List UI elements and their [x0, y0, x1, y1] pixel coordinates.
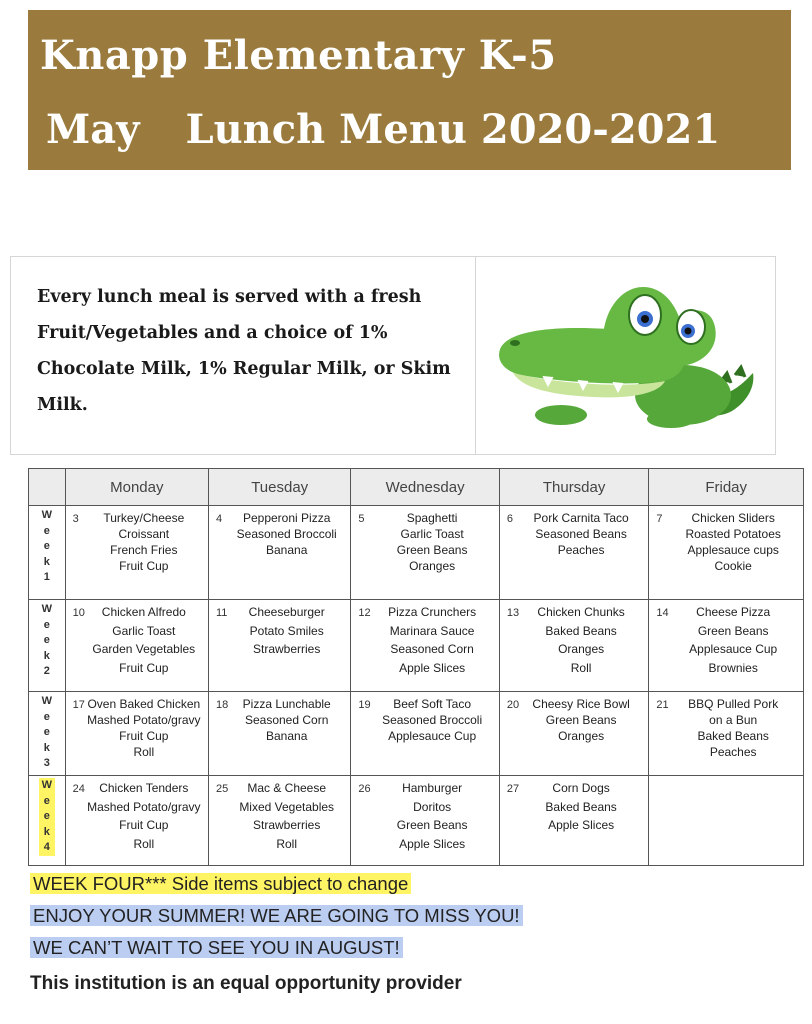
menu-item: Pizza Crunchers [388, 605, 477, 619]
week-label: W e e k 2 [29, 600, 66, 692]
school-name: Knapp Elementary K-5 [40, 32, 557, 79]
menu-item: Apple Slices [548, 818, 615, 832]
menu-cell [209, 506, 351, 600]
menu-item: Turkey/Cheese [103, 511, 185, 525]
week-row [29, 692, 804, 776]
menu-item: Roll [133, 745, 155, 759]
day-header-friday: Friday [649, 469, 804, 506]
menu-item: Oranges [558, 729, 605, 743]
menu-item: Beef Soft Taco [393, 697, 472, 711]
menu-item: Potato Smiles [249, 623, 324, 638]
day-header-wednesday: Wednesday [351, 469, 499, 506]
date-number: 10 [72, 607, 85, 619]
week-row [29, 600, 804, 692]
menu-item: Banana [266, 729, 308, 743]
date-number: 6 [506, 513, 513, 525]
menu-item: Fruit Cup [119, 729, 169, 743]
day-header-monday: Monday [65, 469, 208, 506]
menu-cell [65, 692, 208, 776]
menu-item: Roasted Potatoes [685, 527, 781, 541]
menu-item: Mashed Potato/gravy [87, 799, 201, 814]
date-number: 14 [656, 607, 669, 619]
footer-note-august: WE CAN’T WAIT TO SEE YOU IN AUGUST! [30, 935, 403, 961]
corner-cell [29, 469, 66, 506]
menu-item: Baked Beans [545, 623, 617, 638]
menu-item: Seasoned Corn [390, 642, 474, 656]
menu-item: Roll [570, 660, 592, 675]
menu-item: Pork Carnita Taco [533, 511, 629, 525]
menu-item: Garden Vegetables [92, 642, 196, 656]
alligator-mascot-icon [483, 277, 773, 437]
date-number: 5 [358, 513, 365, 525]
menu-item: Mac & Cheese [247, 781, 327, 795]
menu-item: Corn Dogs [552, 781, 610, 795]
menu-item: Doritos [413, 799, 452, 814]
footer-note-summer: ENJOY YOUR SUMMER! WE ARE GOING TO MISS YOU! [30, 903, 523, 929]
menu-item: Chicken Tenders [99, 781, 189, 795]
week-row [29, 776, 804, 866]
menu-item: Chicken Sliders [691, 511, 775, 525]
menu-item: Seasoned Broccoli [236, 527, 337, 541]
menu-item: Green Beans [697, 623, 769, 638]
header-banner [28, 10, 791, 170]
menu-cell [499, 600, 649, 692]
menu-item: Apple Slices [399, 660, 466, 675]
menu-item: Seasoned Corn [244, 713, 329, 727]
menu-cell [65, 776, 208, 866]
week-label: W e e k 1 [29, 506, 66, 600]
footer-note-week-four: WEEK FOUR*** Side items subject to change [30, 871, 411, 897]
menu-item: Garlic Toast [112, 623, 176, 638]
menu-cell [499, 692, 649, 776]
week-row [29, 506, 804, 600]
date-number: 3 [72, 513, 79, 525]
menu-item: Fruit Cup [119, 559, 169, 573]
menu-item: Strawberries [253, 642, 321, 656]
menu-item: Pepperoni Pizza [242, 511, 331, 525]
menu-cell [65, 600, 208, 692]
menu-cell [209, 692, 351, 776]
date-number: 12 [358, 607, 371, 619]
day-header-tuesday: Tuesday [209, 469, 351, 506]
menu-item: Chicken Alfredo [101, 605, 186, 619]
menu-item: Cheesy Rice Bowl [532, 697, 630, 711]
date-number: 21 [656, 699, 669, 711]
date-number: 17 [72, 699, 85, 711]
menu-item: Marinara Sauce [389, 623, 475, 638]
menu-title-text: Lunch Menu 2020-2021 [185, 106, 721, 153]
date-number: 11 [216, 607, 228, 619]
menu-cell [351, 776, 499, 866]
date-number: 13 [506, 607, 520, 619]
menu-item: Baked Beans [697, 729, 769, 743]
date-number: 7 [656, 513, 663, 525]
day-header-row [29, 469, 804, 506]
lunch-menu-table [28, 468, 804, 866]
equal-opportunity-statement: This institution is an equal opportunity provider [30, 973, 462, 994]
menu-item: Croissant [118, 527, 170, 541]
date-number: 24 [72, 783, 85, 795]
menu-item: Apple Slices [399, 836, 466, 851]
menu-item: Roll [133, 836, 155, 851]
menu-item: BBQ Pulled Pork [688, 697, 779, 711]
menu-item: Cheese Pizza [696, 605, 771, 619]
menu-cell [649, 692, 804, 776]
menu-item: Applesauce Cup [689, 642, 778, 656]
menu-item: Peaches [709, 745, 757, 759]
menu-item: Mixed Vegetables [239, 799, 335, 814]
menu-item: Hamburger [402, 781, 463, 795]
menu-item: Seasoned Beans [535, 527, 627, 541]
menu-item: Strawberries [253, 818, 321, 832]
menu-item: Applesauce cups [687, 543, 779, 557]
date-number: 18 [216, 699, 229, 711]
menu-item: Green Beans [545, 713, 617, 727]
menu-item: Applesauce Cup [388, 729, 477, 743]
menu-item: Chicken Chunks [537, 605, 625, 619]
menu-item: Oven Baked Chicken [87, 697, 201, 711]
menu-item: Roll [276, 836, 298, 851]
menu-item: on a Bun [709, 713, 758, 727]
menu-item: Mashed Potato/gravy [87, 713, 201, 727]
menu-item: Fruit Cup [119, 660, 169, 675]
menu-item: Spaghetti [406, 511, 458, 525]
menu-item: Green Beans [396, 543, 468, 557]
menu-item: Banana [266, 543, 308, 557]
menu-item: French Fries [110, 543, 178, 557]
menu-cell [209, 600, 351, 692]
week-label: W e e k 3 [29, 692, 66, 776]
menu-item: Oranges [409, 559, 456, 573]
menu-cell [649, 600, 804, 692]
milk-info-box [10, 256, 776, 455]
menu-cell [499, 506, 649, 600]
date-number: 26 [358, 783, 371, 795]
menu-item: Seasoned Broccoli [382, 713, 483, 727]
menu-item: Peaches [557, 543, 605, 557]
menu-cell [499, 776, 649, 866]
menu-item: Baked Beans [545, 799, 617, 814]
week-label: W e e k 4 [29, 776, 66, 866]
menu-cell [351, 506, 499, 600]
menu-item: Garlic Toast [400, 527, 464, 541]
date-number: 27 [506, 783, 520, 795]
menu-item: Brownies [708, 660, 758, 675]
date-number: 19 [358, 699, 371, 711]
menu-item: Oranges [558, 642, 605, 656]
menu-cell [351, 600, 499, 692]
menu-cell [649, 506, 804, 600]
milk-note: Every lunch meal is served with a fresh Fruit/Vegetables and a choice of 1% Chocolate Milk, 1% Regular Milk, or Skim Milk. [37, 287, 451, 415]
menu-cell [65, 506, 208, 600]
date-number: 25 [216, 783, 229, 795]
menu-item: Cookie [714, 559, 752, 573]
info-divider [475, 257, 476, 454]
date-number: 4 [216, 513, 223, 525]
menu-item: Cheeseburger [248, 605, 325, 619]
menu-title [46, 106, 720, 153]
menu-month: May [46, 106, 140, 153]
day-header-thursday: Thursday [499, 469, 649, 506]
menu-cell [209, 776, 351, 866]
empty-menu-cell [649, 776, 804, 866]
menu-cell [351, 692, 499, 776]
menu-item: Pizza Lunchable [242, 697, 331, 711]
date-number: 20 [506, 699, 520, 711]
menu-item: Green Beans [396, 818, 468, 832]
menu-item: Fruit Cup [119, 818, 169, 832]
